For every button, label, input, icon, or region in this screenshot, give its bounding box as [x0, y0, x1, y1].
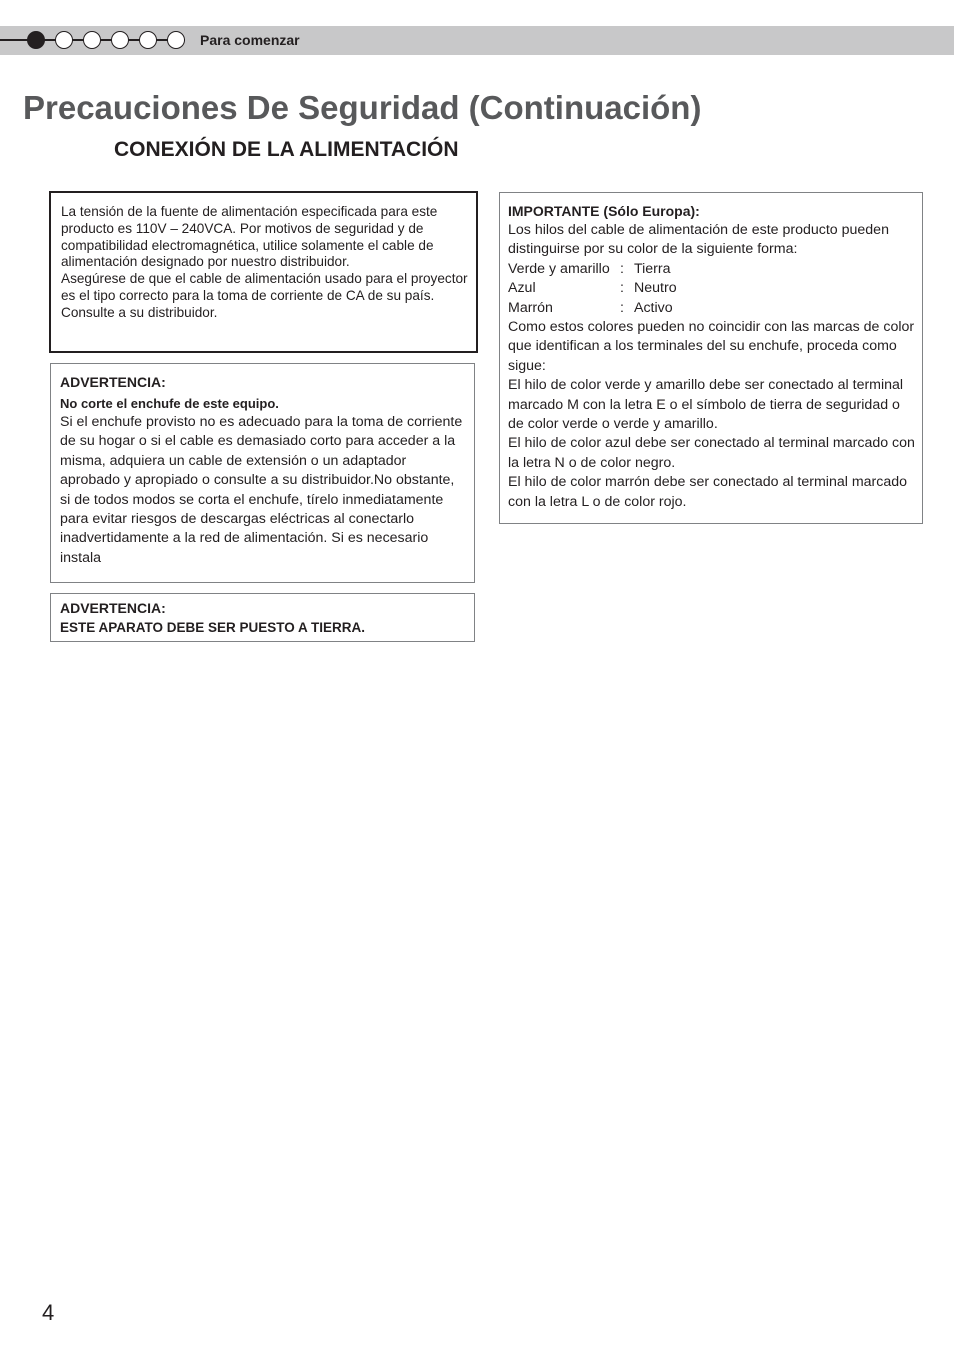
- wire-row: [508, 299, 918, 318]
- progress-dot: [83, 31, 101, 49]
- page-number: 4: [42, 1300, 55, 1325]
- europe-intro: Los hilos del cable de alimentación de este producto pueden distinguirse por su color de la siguiente forma:: [508, 222, 889, 258]
- section-label: Para comenzar: [200, 32, 300, 48]
- wire-row: [508, 260, 918, 279]
- ground-warning-heading: ADVERTENCIA:: [60, 600, 166, 616]
- ground-warning-body: ESTE APARATO DEBE SER PUESTO A TIERRA.: [60, 620, 366, 635]
- wire-separator: :: [620, 299, 624, 316]
- voltage-notice-box: [49, 191, 478, 353]
- wire-meaning: Neutro: [634, 280, 677, 297]
- europe-paragraph-4: El hilo de color marrón debe ser conectado al terminal marcado con la letra L o de color rojo.: [508, 474, 908, 510]
- progress-dot: [55, 31, 73, 49]
- wire-color: Verde y amarillo: [508, 260, 610, 277]
- wire-color: Azul: [508, 280, 536, 297]
- wire-separator: :: [620, 260, 624, 277]
- europe-paragraph-2: El hilo de color verde y amarillo debe ser conectado al terminal marcado M con la letra E o el símbolo de tierra de seguridad o de color verde o verde y amarillo.: [508, 377, 904, 433]
- progress-dot: [111, 31, 129, 49]
- plug-warning-heading: ADVERTENCIA:: [60, 374, 166, 390]
- progress-dot-current: [27, 31, 45, 49]
- voltage-paragraph-2: Asegúrese de que el cable de alimentación usado para el proyector es el tipo correcto para la toma de corriente de CA de su país. Consulte a su distribuidor.: [61, 271, 468, 320]
- wire-row: [508, 279, 918, 298]
- plug-warning-box: [50, 363, 475, 583]
- wire-color: Marrón: [508, 299, 553, 316]
- progress-dot: [167, 31, 185, 49]
- europe-wiring-box: [499, 192, 923, 524]
- europe-paragraph-3: El hilo de color azul debe ser conectado al terminal marcado con la letra N o de color negro.: [508, 435, 915, 471]
- ground-warning-box: [50, 593, 475, 642]
- europe-paragraph-1: Como estos colores pueden no coincidir con las marcas de color que identifican a los terminales del su enchufe, proceda como sigue:: [508, 319, 915, 374]
- europe-heading: IMPORTANTE (Sólo Europa):: [508, 203, 700, 219]
- page-subtitle: CONEXIÓN DE LA ALIMENTACIÓN: [114, 138, 459, 161]
- plug-warning-subheading: No corte el enchufe de este equipo.: [60, 396, 279, 411]
- voltage-paragraph-1: La tensión de la fuente de alimentación especificada para este producto es 110V – 240VCA. Por motivos de seguridad y de compatibilidad electromagnética, utilice solamente el cable de alimentación designado por nuestro distribuidor.: [61, 204, 438, 270]
- plug-warning-body: Si el enchufe provisto no es adecuado para la toma de corriente de su hogar o si el cable es demasiado corto para acceder a la misma, adquiera un cable de extensión o un adaptador aprobado y apropiado o consulte a su distribuidor.No obstante, si de todos modos se corta el enchufe, tírelo inmediatamente para evitar riesgos de descargas eléctricas al conectarlo inadvertidamente a la red de alimentación. Si es necesario instala: [60, 414, 463, 566]
- progress-indicator: [0, 30, 200, 50]
- wire-separator: :: [620, 280, 624, 297]
- wire-meaning: Tierra: [634, 260, 671, 277]
- wire-meaning: Activo: [634, 299, 673, 316]
- progress-dot: [139, 31, 157, 49]
- page-title: Precauciones De Seguridad (Continuación): [23, 89, 702, 126]
